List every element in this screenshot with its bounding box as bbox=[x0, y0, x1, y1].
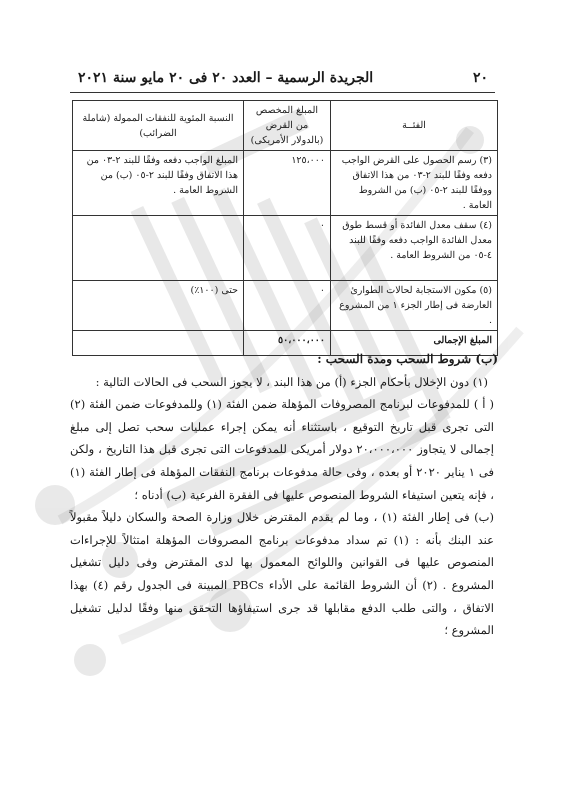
header-divider bbox=[70, 92, 495, 93]
row-amount: ٠ bbox=[244, 281, 331, 331]
allocation-table bbox=[72, 100, 498, 356]
paragraph-a: ( أ ) للمدفوعات لبرنامج المصروفات المؤهلة ضمن الفئة (١) وللمدفوعات ضمن الفئة (٢) التى تجرى قبل تاريخ التوقيع ، باستثناء أنه يمكن إجراء عمليات سحب تصل إلى مبلغ إجمالى لا يتجاوز ٢٠،٠٠٠،٠٠٠ دولار أمريكى للمدفوعات التى تجرى قبل هذا التاريخ ، ولكن فى ١ يناير ٢٠٢٠ أو بعده ، وفى حالة مدفوعات برنامج النفقات المؤهلة فى إطار الفئة (١) ، فإنه يتعين استيفاء الشروط المنصوص عليها فى الفقرة الفرعية (ب) أدناه ؛ bbox=[70, 397, 494, 502]
section-title: (ب) شروط السحب ومدة السحب : bbox=[317, 352, 498, 366]
table-row bbox=[73, 216, 498, 281]
row-category: (٤) سقف معدل الفائدة أو قسط طوق معدل الفائدة الواجب دفعه وفقًا للبند ٤-٠٥ من الشروط العامة . bbox=[331, 216, 498, 281]
row-amount: ١٢٥،٠٠٠ bbox=[244, 151, 331, 216]
paragraph-b: (ب) فى إطار الفئة (١) ، وما لم يقدم المقترض خلال وزارة الصحة والسكان دليلاً مقبولاً عند البنك بأنه : (١) تم سداد مدفوعات برنامج المصروفات المؤهلة امتثالاً للإجراءات المنصوص عليها فى القوانين واللوائح المعمول بها لدى المقترض وفى دليل تشغيل المشروع . (٢) أن الشروط القائمة على الأداء PBCs المبينة فى الجدول رقم (٤) بهذا الاتفاق ، والتى طلب الدفع مقابلها قد جرى استيفاؤها التحقق منها وفقًا لدليل تشغيل المشروع ؛ bbox=[70, 510, 494, 638]
row-percentage: حتى (١٠٠٪) bbox=[73, 281, 244, 331]
table-row bbox=[73, 151, 498, 216]
row-category: (٥) مكون الاستجابة لحالات الطوارئ العارضة فى إطار الجزء ١ من المشروع . bbox=[331, 281, 498, 331]
gazette-title: الجريدة الرسمية – العدد ٢٠ فى ٢٠ مايو سنة ٢٠٢١ bbox=[78, 70, 374, 86]
page-header bbox=[78, 66, 488, 90]
table-header-row bbox=[73, 101, 498, 151]
total-label: المبلغ الإجمالى bbox=[331, 331, 498, 356]
row-amount: ٠ bbox=[244, 216, 331, 281]
row-category: (٣) رسم الحصول على القرض الواجب دفعه وفقًا للبند ٢-٠٣ من هذا الاتفاق ووفقًا للبند ٢-٠٥ (ب) من الشروط العامة . bbox=[331, 151, 498, 216]
row-percentage: المبلغ الواجب دفعه وفقًا للبند ٢-٠٣ من هذا الاتفاق وفقًا للبند ٢-٠٥ (ب) من الشروط العامة . bbox=[73, 151, 244, 216]
header-amount: المبلغ المخصص من القرض (بالدولار الأمريكى) bbox=[244, 101, 331, 151]
table-row bbox=[73, 281, 498, 331]
header-category: الفئــة bbox=[331, 101, 498, 151]
paragraph-1: (١) دون الإخلال بأحكام الجزء (أ) من هذا البند ، لا يجوز السحب فى الحالات التالية : bbox=[95, 374, 488, 389]
header-percentage: النسبة المئوية للنفقات الممولة (شاملة الضرائب) bbox=[73, 101, 244, 151]
total-amount: ٥٠،٠٠٠،٠٠٠ bbox=[244, 331, 331, 356]
row-percentage bbox=[73, 216, 244, 281]
page-number: ٢٠ bbox=[472, 70, 488, 86]
body-text bbox=[70, 348, 498, 642]
